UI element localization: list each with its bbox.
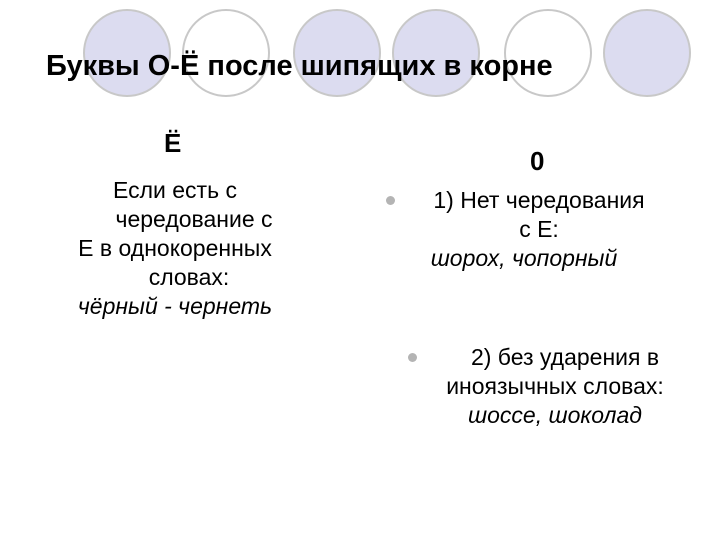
right-item-1-example: шорох, чопорный	[430, 245, 618, 271]
left-example: чёрный - чернеть	[77, 293, 273, 319]
right-item-1-line-1: 1) Нет чередования	[433, 187, 645, 213]
left-rule-line-2: чередование с	[115, 206, 273, 232]
decor-circle-6	[604, 10, 690, 96]
right-column-heading: 0	[530, 146, 545, 176]
right-item-1	[404, 186, 674, 273]
left-rule-line-4: словах:	[148, 264, 230, 290]
left-rule-line-3: Е в однокоренных	[78, 235, 272, 261]
right-item-2-line-2: иноязычных словах:	[446, 373, 664, 399]
right-item-1-line-2: с Е:	[519, 216, 559, 242]
bullet-icon	[386, 196, 395, 205]
left-rule-line-1: Если есть с	[113, 177, 237, 203]
right-item-2-line-1: 2) без ударения в	[470, 344, 660, 370]
left-column-heading: Ё	[164, 128, 182, 158]
slide-title: Буквы О-Ё после шипящих в корне	[46, 50, 553, 82]
right-item-2	[410, 343, 700, 430]
left-column-rule	[40, 176, 310, 321]
right-item-2-example: шоссе, шоколад	[468, 402, 642, 428]
